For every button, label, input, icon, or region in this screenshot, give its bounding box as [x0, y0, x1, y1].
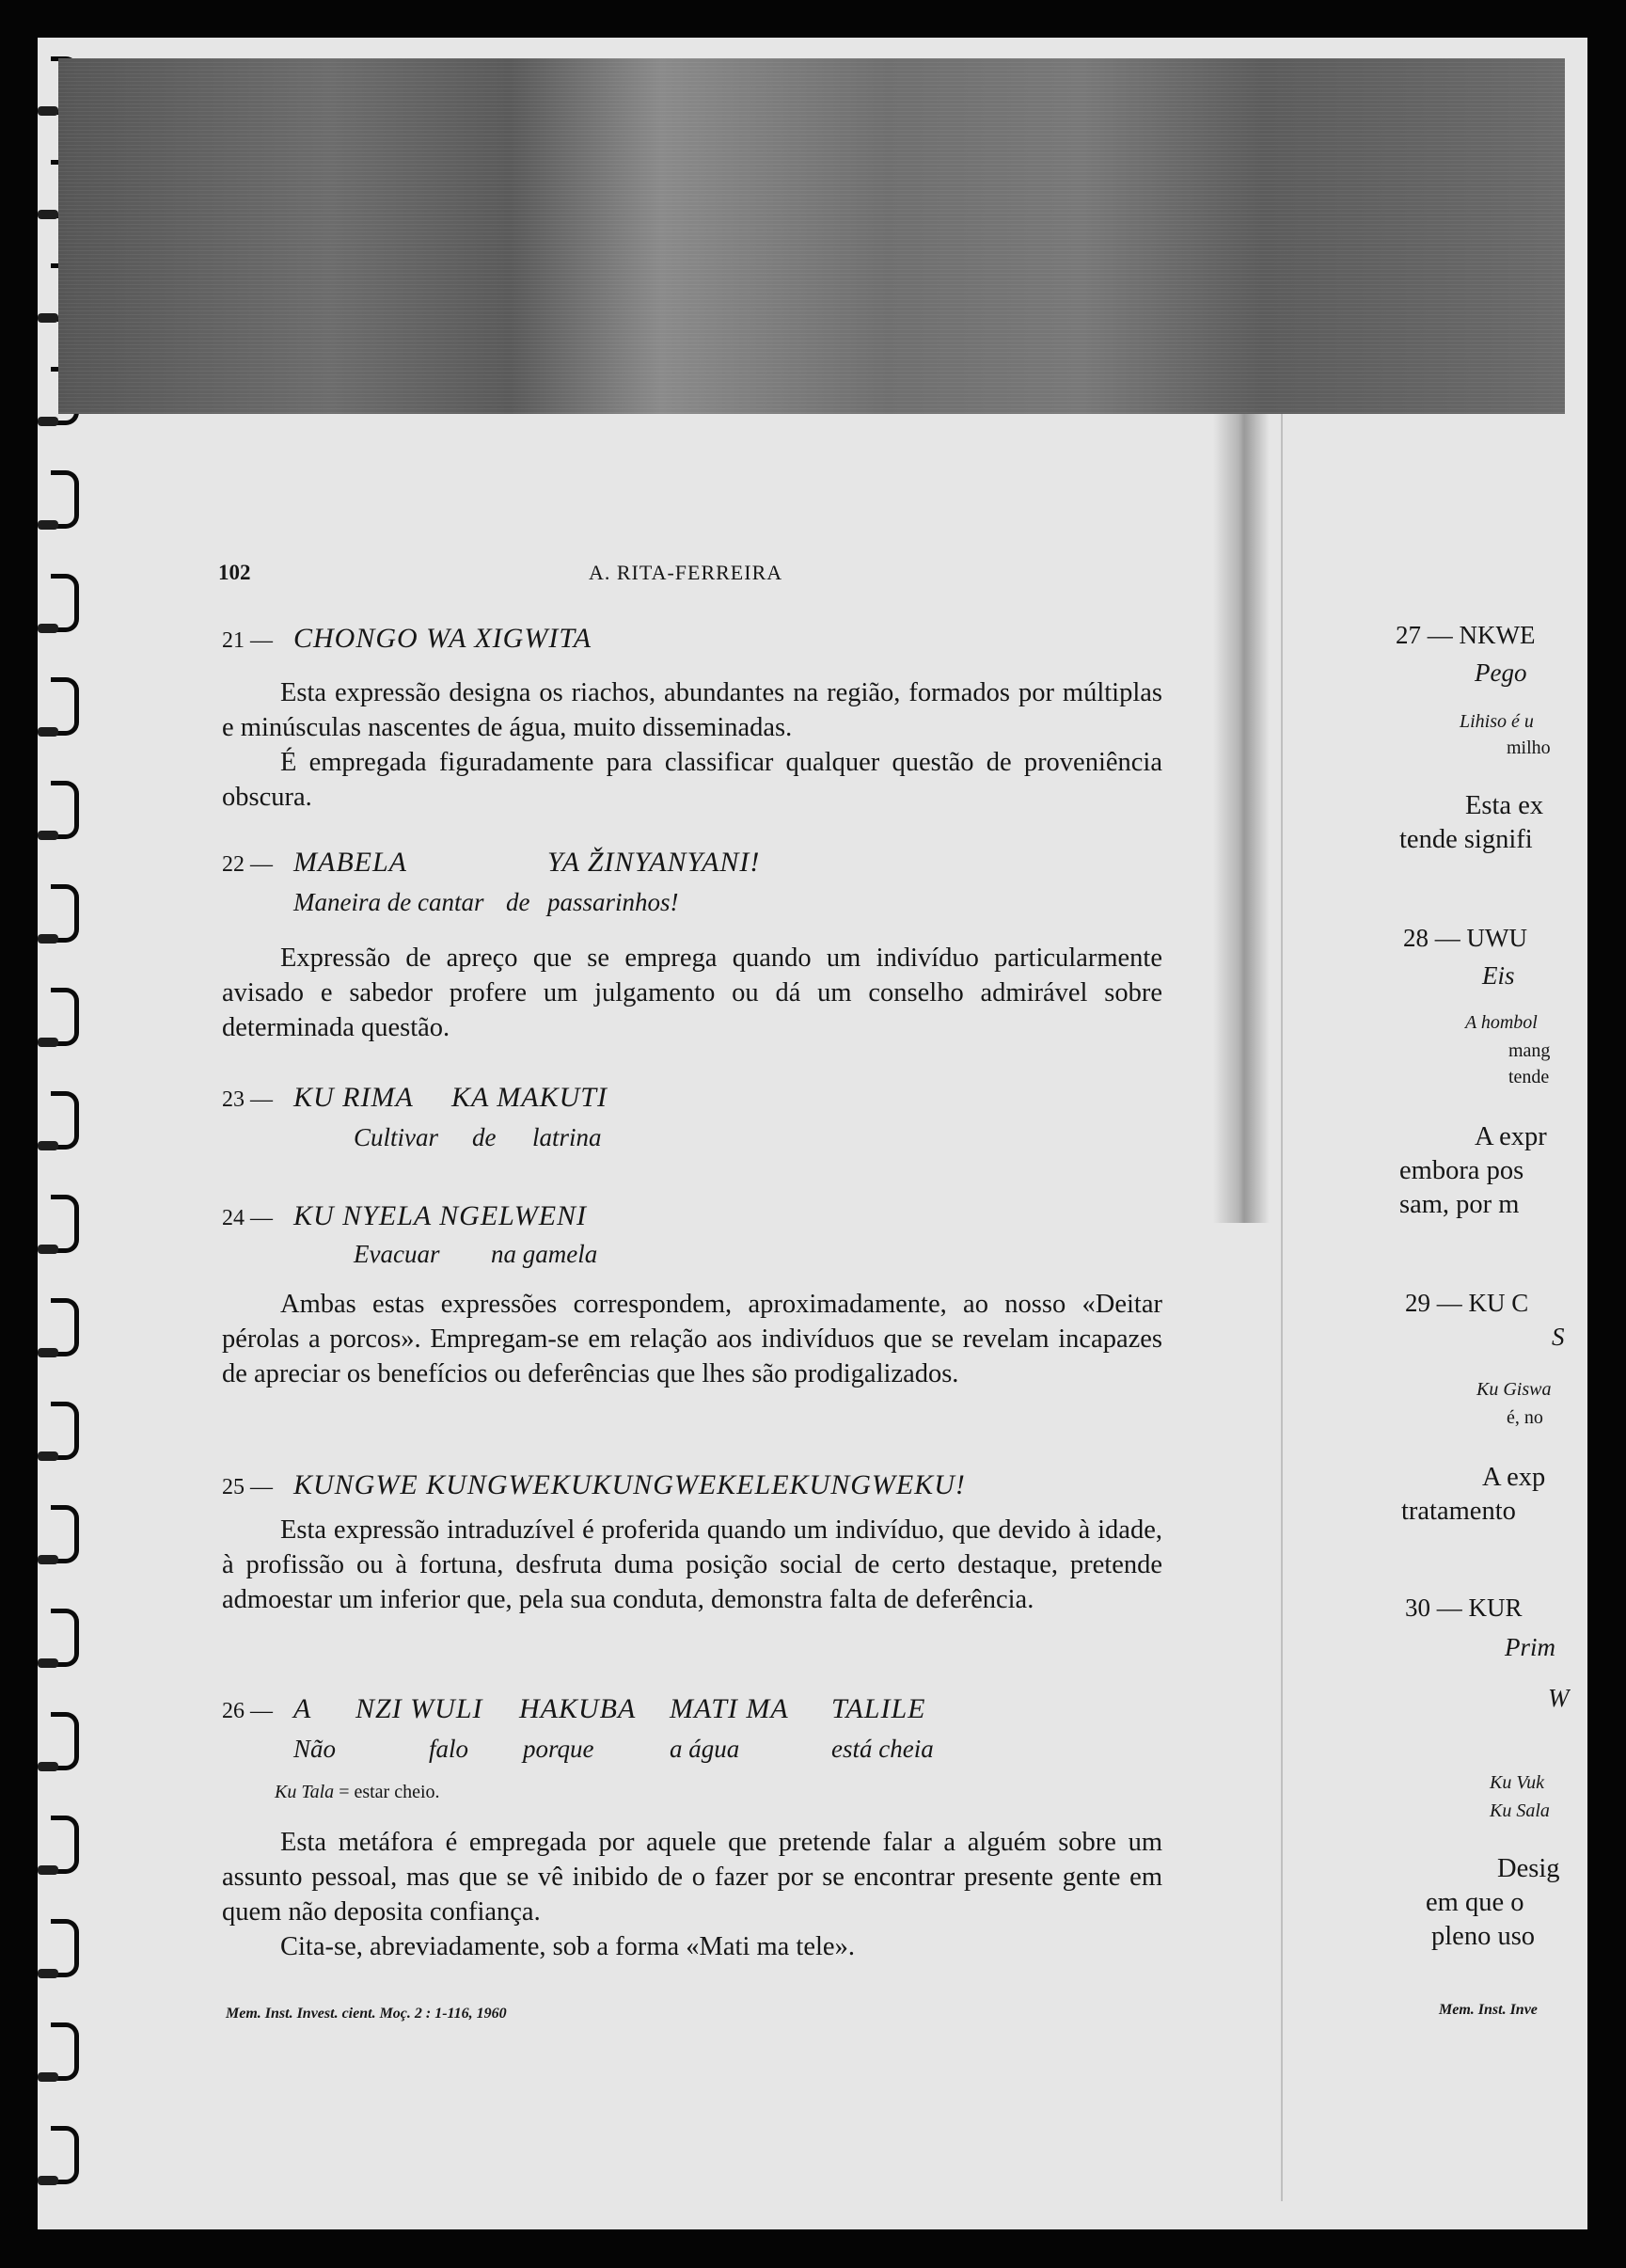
facing-page-line: A hombol — [1465, 1012, 1538, 1033]
entry-number: 26 — — [222, 1699, 273, 1723]
running-head: A. RITA-FERREIRA — [589, 561, 783, 584]
facing-page-line: Esta ex — [1465, 791, 1544, 820]
entry-title-part: KA MAKUTI — [451, 1082, 608, 1113]
entry-number: 23 — — [222, 1087, 273, 1112]
entry-number: 22 — — [222, 852, 273, 877]
note-definition: = estar cheio. — [334, 1782, 440, 1802]
facing-page-line: tratamento — [1401, 1497, 1516, 1526]
binding-ring — [51, 1195, 79, 1253]
scanner-header-band — [58, 58, 1565, 414]
entry-gloss: porque — [523, 1735, 594, 1763]
entry-gloss: Evacuar — [354, 1240, 440, 1268]
binding-ring — [51, 677, 79, 736]
binding-ring — [51, 884, 79, 943]
entry-gloss: a água — [670, 1735, 740, 1763]
entry-gloss: Cultivar — [354, 1123, 439, 1151]
facing-page-line: A exp — [1482, 1463, 1546, 1492]
facing-page-line: embora pos — [1399, 1156, 1524, 1185]
binding-ring — [51, 781, 79, 839]
entry-note — [275, 1782, 440, 1803]
binding-ring — [51, 470, 79, 529]
facing-page-line: é, no — [1507, 1407, 1543, 1428]
entry-title-part: YA ŽINYANYANI! — [547, 847, 761, 878]
entry-number: 25 — — [222, 1475, 273, 1499]
footer-citation: Mem. Inst. Invest. cient. Moç. 2 : 1-116, 1960 — [226, 2006, 507, 2022]
binding-ring — [51, 1505, 79, 1563]
entry-title-part: MABELA — [293, 847, 407, 878]
entry-body — [222, 675, 1162, 815]
binding-ring — [51, 2126, 79, 2184]
paragraph: É empregada figuradamente para classificar qualquer questão de proveniência obscura. — [222, 748, 1162, 812]
entry-title-part: KU RIMA — [293, 1082, 414, 1113]
binding-ring — [51, 1402, 79, 1460]
facing-page-line: 27 — NKWE — [1396, 621, 1536, 649]
entry-title-word: A — [293, 1693, 312, 1724]
entry-gloss: está cheia — [831, 1735, 934, 1763]
facing-page-line: Ku Giswa — [1476, 1379, 1552, 1400]
facing-page-line: A expr — [1475, 1122, 1547, 1151]
entry-title-word: HAKUBA — [519, 1693, 637, 1724]
entry-body — [222, 1513, 1162, 1617]
entry-gloss: de — [506, 888, 530, 916]
entry-title-word: NZI WULI — [355, 1693, 483, 1724]
entry-body — [222, 941, 1162, 1045]
facing-page-line: Lihiso é u — [1460, 711, 1534, 732]
facing-page-line: Pego — [1475, 658, 1527, 687]
facing-page-line: Desig — [1497, 1854, 1560, 1883]
facing-page-line: 28 — UWU — [1403, 924, 1527, 952]
entry-body — [222, 1287, 1162, 1391]
facing-page-line: tende — [1508, 1067, 1550, 1087]
entry-number: 21 — — [222, 628, 273, 653]
facing-page-line: Ku Vuk — [1490, 1772, 1544, 1793]
facing-page-line: 30 — KUR — [1405, 1594, 1523, 1622]
facing-page-line: milho — [1507, 737, 1551, 758]
entry-title-word: TALILE — [831, 1693, 926, 1724]
facing-page-line: mang — [1508, 1040, 1551, 1061]
entry-gloss: latrina — [532, 1123, 602, 1151]
paragraph: Esta expressão intraduzível é proferida quando um indivíduo, que devido à idade, à profissão ou à fortuna, desfruta duma posição social de certo destaque, pretende admoestar um inferior que, pela sua conduta, demonstra falta de deferência. — [222, 1515, 1162, 1614]
facing-page-line: 29 — KU C — [1405, 1289, 1529, 1317]
facing-page-line: Ku Sala — [1490, 1800, 1550, 1821]
facing-page-line: sam, por m — [1399, 1190, 1520, 1219]
entry-gloss: na gamela — [491, 1240, 598, 1268]
entry-gloss: Maneira de cantar — [293, 888, 484, 916]
facing-page-footer: Mem. Inst. Inve — [1439, 2002, 1538, 2018]
paragraph: Ambas estas expressões correspondem, aproximadamente, ao nosso «Deitar pérolas a porcos». Empregam-se em relação aos indivíduos que se revelam incapazes de apreciar os benefícios ou deferências que lhes são prodigalizados. — [222, 1290, 1162, 1388]
facing-page-column — [1354, 0, 1571, 2268]
binding-ring — [51, 574, 79, 632]
note-term: Ku Tala — [275, 1782, 335, 1802]
entry-title: CHONGO WA XIGWITA — [293, 623, 592, 654]
facing-page-line: em que o — [1426, 1888, 1524, 1917]
entry-title-word: MATI MA — [670, 1693, 789, 1724]
facing-page-line: W — [1548, 1684, 1570, 1712]
binding-ring — [51, 988, 79, 1046]
facing-page-line: Eis — [1482, 961, 1515, 990]
entry-title: KUNGWE KUNGWEKUKUNGWEKELEKUNGWEKU! — [293, 1469, 966, 1500]
page-number: 102 — [218, 561, 251, 584]
binding-ring — [51, 1298, 79, 1356]
entry-title: KU NYELA NGELWENI — [293, 1200, 588, 1231]
page-fold-shadow — [1213, 414, 1270, 1223]
binding-ring — [51, 1609, 79, 1667]
entry-body — [222, 1825, 1162, 1964]
facing-page-line: S — [1552, 1323, 1565, 1351]
entry-gloss: de — [472, 1123, 497, 1151]
entry-gloss: passarinhos! — [547, 888, 679, 916]
binding-ring — [51, 1816, 79, 1874]
entry-gloss: falo — [429, 1735, 469, 1763]
paragraph: Esta metáfora é empregada por aquele que pretende falar a alguém sobre um assunto pessoal, mas que se vê inibido de o fazer por se encontrar presente gente em quem não deposita confiança. — [222, 1828, 1162, 1927]
paragraph: Cita-se, abreviadamente, sob a forma «Mati ma tele». — [280, 1932, 855, 1961]
binding-ring — [51, 1091, 79, 1150]
facing-page-line: pleno uso — [1431, 1922, 1536, 1951]
binding-ring — [51, 1919, 79, 1977]
binding-ring — [51, 1712, 79, 1770]
binding-ring — [51, 2022, 79, 2081]
facing-page-line: Prim — [1505, 1633, 1555, 1661]
page-fold-line — [1281, 414, 1283, 2201]
paragraph: Esta expressão designa os riachos, abundantes na região, formados por múltiplas e minúsculas nascentes de água, muito disseminadas. — [222, 678, 1162, 742]
entry-gloss: Não — [293, 1735, 337, 1763]
paragraph: Expressão de apreço que se emprega quando um indivíduo particularmente avisado e sabedor profere um julgamento ou dá um conselho admirável sobre determinada questão. — [222, 944, 1162, 1042]
entry-number: 24 — — [222, 1206, 273, 1230]
facing-page-line: tende signifi — [1399, 825, 1533, 854]
